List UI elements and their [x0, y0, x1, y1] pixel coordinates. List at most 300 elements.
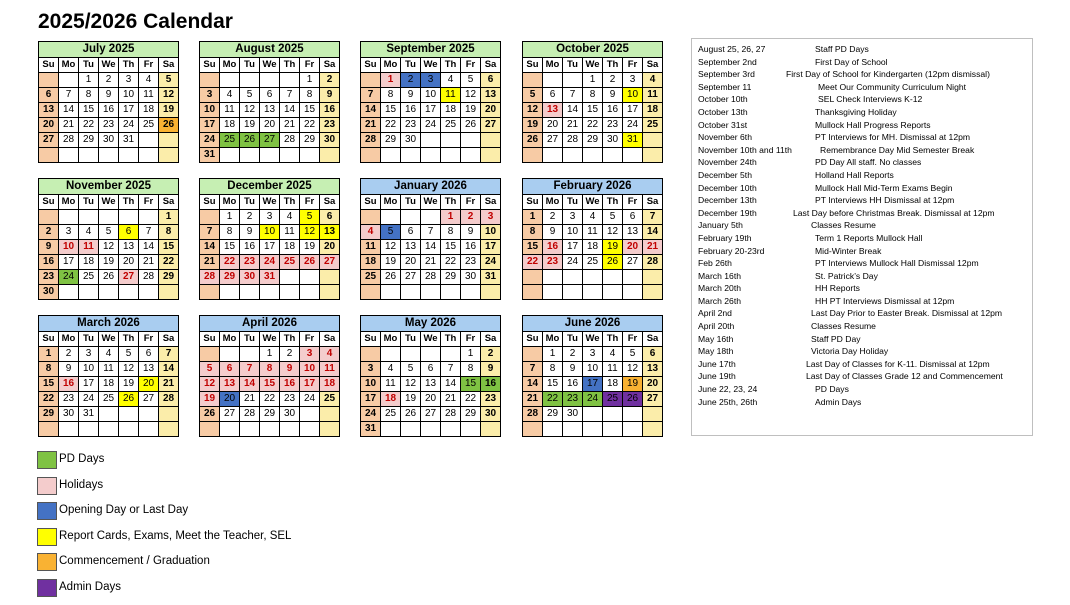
event-row	[698, 396, 1032, 409]
day-cell: 1	[543, 347, 563, 362]
day-cell: 24	[361, 407, 381, 422]
weekday-header: Sa	[159, 58, 179, 73]
event-row	[698, 219, 1032, 232]
day-cell: 13	[320, 225, 340, 240]
empty-day-cell	[441, 133, 461, 148]
day-cell: 4	[583, 210, 603, 225]
day-cell: 10	[300, 362, 320, 377]
day-cell: 9	[461, 225, 481, 240]
weekday-header: Su	[361, 58, 381, 73]
empty-day-cell	[563, 422, 583, 437]
month-calendar	[522, 315, 663, 437]
day-cell: 30	[99, 133, 119, 148]
day-cell: 18	[603, 377, 623, 392]
empty-day-cell	[381, 347, 401, 362]
day-cell: 12	[623, 362, 643, 377]
day-cell: 7	[59, 88, 79, 103]
weekday-header: Mo	[59, 195, 79, 210]
empty-day-cell	[320, 285, 340, 300]
event-row	[698, 307, 1032, 320]
day-cell: 13	[421, 377, 441, 392]
day-cell: 23	[543, 255, 563, 270]
day-cell: 29	[300, 133, 320, 148]
event-row	[698, 156, 1032, 169]
day-cell: 3	[300, 347, 320, 362]
day-cell: 12	[159, 88, 179, 103]
day-cell: 17	[79, 377, 99, 392]
day-cell: 19	[200, 392, 220, 407]
empty-day-cell	[240, 347, 260, 362]
weekday-header: We	[260, 332, 280, 347]
day-cell: 30	[39, 285, 59, 300]
day-cell: 6	[39, 88, 59, 103]
day-cell: 26	[300, 255, 320, 270]
day-cell: 9	[563, 362, 583, 377]
event-row	[698, 358, 1032, 371]
day-cell: 7	[361, 88, 381, 103]
day-cell: 4	[220, 88, 240, 103]
day-cell: 11	[320, 362, 340, 377]
event-date: June 19th	[698, 371, 736, 382]
weekday-header: Su	[361, 195, 381, 210]
day-cell: 3	[260, 210, 280, 225]
day-cell: 10	[119, 88, 139, 103]
weekday-header: Sa	[320, 195, 340, 210]
day-cell: 24	[481, 255, 501, 270]
empty-day-cell	[361, 285, 381, 300]
month-title: August 2025	[199, 41, 340, 57]
weekday-header: Mo	[220, 332, 240, 347]
day-cell: 4	[99, 347, 119, 362]
weekday-header: Th	[603, 195, 623, 210]
month-calendar	[522, 41, 663, 163]
day-cell: 24	[623, 118, 643, 133]
event-description: First Day of School	[815, 56, 888, 67]
day-cell: 14	[159, 362, 179, 377]
day-cell: 12	[401, 377, 421, 392]
day-cell: 15	[441, 240, 461, 255]
day-cell: 15	[523, 240, 543, 255]
legend-label: Report Cards, Exams, Meet the Teacher, SEL	[59, 529, 292, 542]
empty-day-cell	[523, 347, 543, 362]
day-cell: 21	[240, 392, 260, 407]
day-cell: 3	[481, 210, 501, 225]
day-cell: 16	[280, 377, 300, 392]
day-cell: 22	[159, 255, 179, 270]
empty-day-cell	[159, 407, 179, 422]
empty-day-cell	[481, 133, 501, 148]
weekday-header: Su	[361, 332, 381, 347]
empty-day-cell	[139, 210, 159, 225]
day-cell: 27	[481, 118, 501, 133]
day-cell: 6	[401, 225, 421, 240]
event-row	[698, 182, 1032, 195]
day-cell: 27	[623, 255, 643, 270]
day-cell: 23	[240, 255, 260, 270]
day-cell: 2	[39, 225, 59, 240]
day-cell: 16	[320, 103, 340, 118]
day-cell: 14	[361, 103, 381, 118]
day-cell: 13	[139, 362, 159, 377]
day-cell: 18	[99, 377, 119, 392]
day-cell: 24	[300, 392, 320, 407]
empty-day-cell	[563, 148, 583, 163]
empty-day-cell	[159, 148, 179, 163]
day-cell: 10	[563, 225, 583, 240]
day-cell: 26	[119, 392, 139, 407]
day-cell: 7	[523, 362, 543, 377]
day-cell: 20	[543, 118, 563, 133]
weekday-header: Tu	[79, 195, 99, 210]
weekday-header: Su	[39, 58, 59, 73]
empty-day-cell	[220, 347, 240, 362]
empty-day-cell	[220, 148, 240, 163]
day-cell: 23	[461, 255, 481, 270]
day-cell: 11	[79, 240, 99, 255]
empty-day-cell	[421, 285, 441, 300]
day-cell: 14	[421, 240, 441, 255]
empty-day-cell	[441, 285, 461, 300]
weekday-header: Mo	[59, 332, 79, 347]
empty-day-cell	[603, 148, 623, 163]
day-cell: 23	[481, 392, 501, 407]
weekday-header: We	[421, 58, 441, 73]
weekday-header: Th	[119, 58, 139, 73]
empty-day-cell	[119, 407, 139, 422]
day-cell: 23	[39, 270, 59, 285]
day-cell: 17	[260, 240, 280, 255]
event-description: Mid-Winter Break	[815, 245, 882, 256]
day-cell: 15	[461, 377, 481, 392]
day-cell: 4	[79, 225, 99, 240]
empty-day-cell	[481, 148, 501, 163]
event-date: November 24th	[698, 157, 757, 168]
day-cell: 29	[583, 133, 603, 148]
event-date: November 10th and 11th	[698, 144, 792, 155]
empty-day-cell	[139, 285, 159, 300]
day-cell: 11	[361, 240, 381, 255]
empty-day-cell	[320, 407, 340, 422]
day-cell: 9	[59, 362, 79, 377]
day-cell: 14	[200, 240, 220, 255]
day-cell: 9	[320, 88, 340, 103]
empty-day-cell	[220, 73, 240, 88]
empty-day-cell	[39, 148, 59, 163]
empty-day-cell	[401, 285, 421, 300]
day-cell: 7	[421, 225, 441, 240]
weekday-header: We	[260, 195, 280, 210]
day-cell: 25	[643, 118, 663, 133]
day-cell: 21	[159, 377, 179, 392]
weekday-header: Mo	[543, 332, 563, 347]
day-cell: 16	[99, 103, 119, 118]
day-cell: 6	[643, 347, 663, 362]
day-cell: 19	[240, 118, 260, 133]
day-cell: 17	[421, 103, 441, 118]
day-cell: 2	[461, 210, 481, 225]
day-cell: 28	[361, 133, 381, 148]
day-cell: 1	[461, 347, 481, 362]
day-cell: 22	[523, 255, 543, 270]
day-cell: 18	[320, 377, 340, 392]
weekday-header: Fr	[461, 195, 481, 210]
day-cell: 15	[79, 103, 99, 118]
event-description: PD Days	[815, 384, 849, 395]
day-cell: 12	[523, 103, 543, 118]
day-cell: 22	[583, 118, 603, 133]
day-cell: 20	[401, 255, 421, 270]
day-cell: 11	[139, 88, 159, 103]
day-cell: 5	[461, 73, 481, 88]
empty-day-cell	[200, 73, 220, 88]
day-cell: 21	[523, 392, 543, 407]
empty-day-cell	[119, 210, 139, 225]
day-cell: 6	[119, 225, 139, 240]
empty-day-cell	[79, 422, 99, 437]
day-cell: 25	[320, 392, 340, 407]
weekday-header: Fr	[300, 332, 320, 347]
day-cell: 21	[421, 255, 441, 270]
event-date: August 25, 26, 27	[698, 44, 766, 54]
day-cell: 14	[139, 240, 159, 255]
empty-day-cell	[461, 285, 481, 300]
month-title: September 2025	[360, 41, 501, 57]
legend-swatch	[37, 579, 57, 597]
weekday-header: We	[583, 58, 603, 73]
day-cell: 5	[99, 225, 119, 240]
day-cell: 30	[59, 407, 79, 422]
empty-day-cell	[421, 347, 441, 362]
event-date: September 11	[698, 81, 752, 92]
day-cell: 2	[603, 73, 623, 88]
day-cell: 17	[563, 240, 583, 255]
weekday-header: Su	[200, 58, 220, 73]
day-cell: 15	[543, 377, 563, 392]
day-cell: 22	[39, 392, 59, 407]
day-cell: 11	[583, 225, 603, 240]
event-row	[698, 81, 1032, 94]
day-cell: 23	[320, 118, 340, 133]
empty-day-cell	[59, 210, 79, 225]
page-title: 2025/2026 Calendar	[38, 10, 233, 33]
day-cell: 15	[220, 240, 240, 255]
day-cell: 31	[260, 270, 280, 285]
empty-day-cell	[603, 422, 623, 437]
day-cell: 25	[79, 270, 99, 285]
empty-day-cell	[543, 270, 563, 285]
empty-day-cell	[240, 422, 260, 437]
weekday-header: Fr	[461, 58, 481, 73]
empty-day-cell	[59, 422, 79, 437]
empty-day-cell	[39, 422, 59, 437]
day-cell: 16	[39, 255, 59, 270]
empty-day-cell	[603, 285, 623, 300]
day-cell: 28	[200, 270, 220, 285]
day-cell: 28	[59, 133, 79, 148]
event-description: First Day of School for Kindergarten (12pm dismissal)	[786, 69, 990, 80]
empty-day-cell	[381, 210, 401, 225]
empty-day-cell	[583, 148, 603, 163]
empty-day-cell	[240, 285, 260, 300]
empty-day-cell	[320, 148, 340, 163]
day-cell: 4	[139, 73, 159, 88]
day-cell: 31	[361, 422, 381, 437]
day-cell: 18	[583, 240, 603, 255]
day-cell: 19	[401, 392, 421, 407]
empty-day-cell	[603, 270, 623, 285]
weekday-header: Fr	[139, 332, 159, 347]
day-cell: 2	[481, 347, 501, 362]
day-cell: 24	[260, 255, 280, 270]
day-cell: 9	[603, 88, 623, 103]
event-description: Term 1 Reports Mullock Hall	[815, 232, 923, 243]
day-cell: 9	[240, 225, 260, 240]
day-cell: 1	[220, 210, 240, 225]
empty-day-cell	[39, 210, 59, 225]
day-cell: 19	[159, 103, 179, 118]
day-cell: 1	[159, 210, 179, 225]
day-cell: 14	[523, 377, 543, 392]
weekday-header: Tu	[401, 58, 421, 73]
weekday-header: Fr	[139, 195, 159, 210]
weekday-header: Tu	[240, 195, 260, 210]
day-cell: 8	[583, 88, 603, 103]
empty-day-cell	[461, 422, 481, 437]
event-description: Classes Resume	[811, 220, 876, 231]
day-cell: 21	[139, 255, 159, 270]
day-cell: 16	[240, 240, 260, 255]
event-date: December 5th	[698, 169, 752, 180]
weekday-header: Tu	[563, 195, 583, 210]
weekday-header: We	[421, 195, 441, 210]
event-description: HH Reports	[815, 283, 860, 294]
event-date: May 18th	[698, 346, 734, 357]
day-cell: 11	[603, 362, 623, 377]
weekday-header: Tu	[79, 332, 99, 347]
day-cell: 20	[220, 392, 240, 407]
empty-day-cell	[99, 285, 119, 300]
event-date: October 13th	[698, 106, 748, 117]
month-calendar	[38, 315, 179, 437]
month-calendar	[360, 178, 501, 300]
legend-label: Holidays	[59, 478, 104, 491]
event-description: Last Day Prior to Easter Break. Dismissal at 12pm	[811, 308, 1003, 319]
day-cell: 22	[441, 255, 461, 270]
empty-day-cell	[421, 148, 441, 163]
day-cell: 3	[59, 225, 79, 240]
event-description: Last Day of Classes for K-11. Dismissal at 12pm	[806, 358, 990, 369]
day-cell: 18	[643, 103, 663, 118]
day-cell: 8	[543, 362, 563, 377]
day-cell: 15	[300, 103, 320, 118]
day-cell: 25	[381, 407, 401, 422]
weekday-header: Mo	[381, 332, 401, 347]
day-cell: 13	[401, 240, 421, 255]
event-description: Staff PD Day	[811, 333, 861, 344]
weekday-header: Fr	[300, 58, 320, 73]
empty-day-cell	[300, 422, 320, 437]
empty-day-cell	[623, 148, 643, 163]
event-row	[698, 245, 1032, 258]
day-cell: 2	[543, 210, 563, 225]
event-description: Last Day of Classes Grade 12 and Commencement	[806, 371, 1003, 382]
weekday-header: Tu	[240, 332, 260, 347]
day-cell: 2	[59, 347, 79, 362]
event-row	[698, 370, 1032, 383]
event-row	[698, 119, 1032, 132]
day-cell: 25	[280, 255, 300, 270]
month-title: February 2026	[522, 178, 663, 194]
event-description: Mullock Hall Progress Reports	[815, 119, 931, 130]
event-description: HH PT Interviews Dismissal at 12pm	[815, 295, 955, 306]
day-cell: 27	[401, 270, 421, 285]
event-date: Feb 26th	[698, 258, 732, 269]
day-cell: 29	[260, 407, 280, 422]
month-title: April 2026	[199, 315, 340, 331]
empty-day-cell	[543, 148, 563, 163]
weekday-header: Su	[200, 332, 220, 347]
day-cell: 27	[543, 133, 563, 148]
event-date: January 5th	[698, 220, 743, 231]
empty-day-cell	[441, 148, 461, 163]
day-cell: 31	[481, 270, 501, 285]
weekday-header: Fr	[623, 195, 643, 210]
event-date: December 13th	[698, 195, 757, 206]
day-cell: 14	[59, 103, 79, 118]
day-cell: 21	[441, 392, 461, 407]
empty-day-cell	[583, 285, 603, 300]
day-cell: 29	[79, 133, 99, 148]
empty-day-cell	[361, 148, 381, 163]
day-cell: 15	[260, 377, 280, 392]
weekday-header: Sa	[481, 195, 501, 210]
month-calendar	[522, 178, 663, 300]
weekday-header: We	[583, 332, 603, 347]
day-cell: 20	[139, 377, 159, 392]
empty-day-cell	[643, 285, 663, 300]
day-cell: 8	[79, 88, 99, 103]
day-cell: 14	[643, 225, 663, 240]
month-calendar	[199, 41, 340, 163]
day-cell: 13	[623, 225, 643, 240]
day-cell: 27	[643, 392, 663, 407]
day-cell: 5	[159, 73, 179, 88]
day-cell: 8	[260, 362, 280, 377]
weekday-header: Fr	[139, 58, 159, 73]
day-cell: 7	[441, 362, 461, 377]
empty-day-cell	[119, 422, 139, 437]
day-cell: 20	[623, 240, 643, 255]
empty-day-cell	[320, 422, 340, 437]
empty-day-cell	[583, 407, 603, 422]
day-cell: 1	[260, 347, 280, 362]
empty-day-cell	[280, 422, 300, 437]
day-cell: 8	[300, 88, 320, 103]
day-cell: 13	[481, 88, 501, 103]
event-row	[698, 194, 1032, 207]
weekday-header: Th	[280, 195, 300, 210]
day-cell: 3	[421, 73, 441, 88]
day-cell: 17	[481, 240, 501, 255]
empty-day-cell	[523, 270, 543, 285]
empty-day-cell	[300, 285, 320, 300]
day-cell: 18	[280, 240, 300, 255]
event-row	[698, 333, 1032, 346]
event-description: SEL Check Interviews K-12	[818, 94, 923, 105]
month-title: October 2025	[522, 41, 663, 57]
day-cell: 24	[79, 392, 99, 407]
event-row	[698, 345, 1032, 358]
